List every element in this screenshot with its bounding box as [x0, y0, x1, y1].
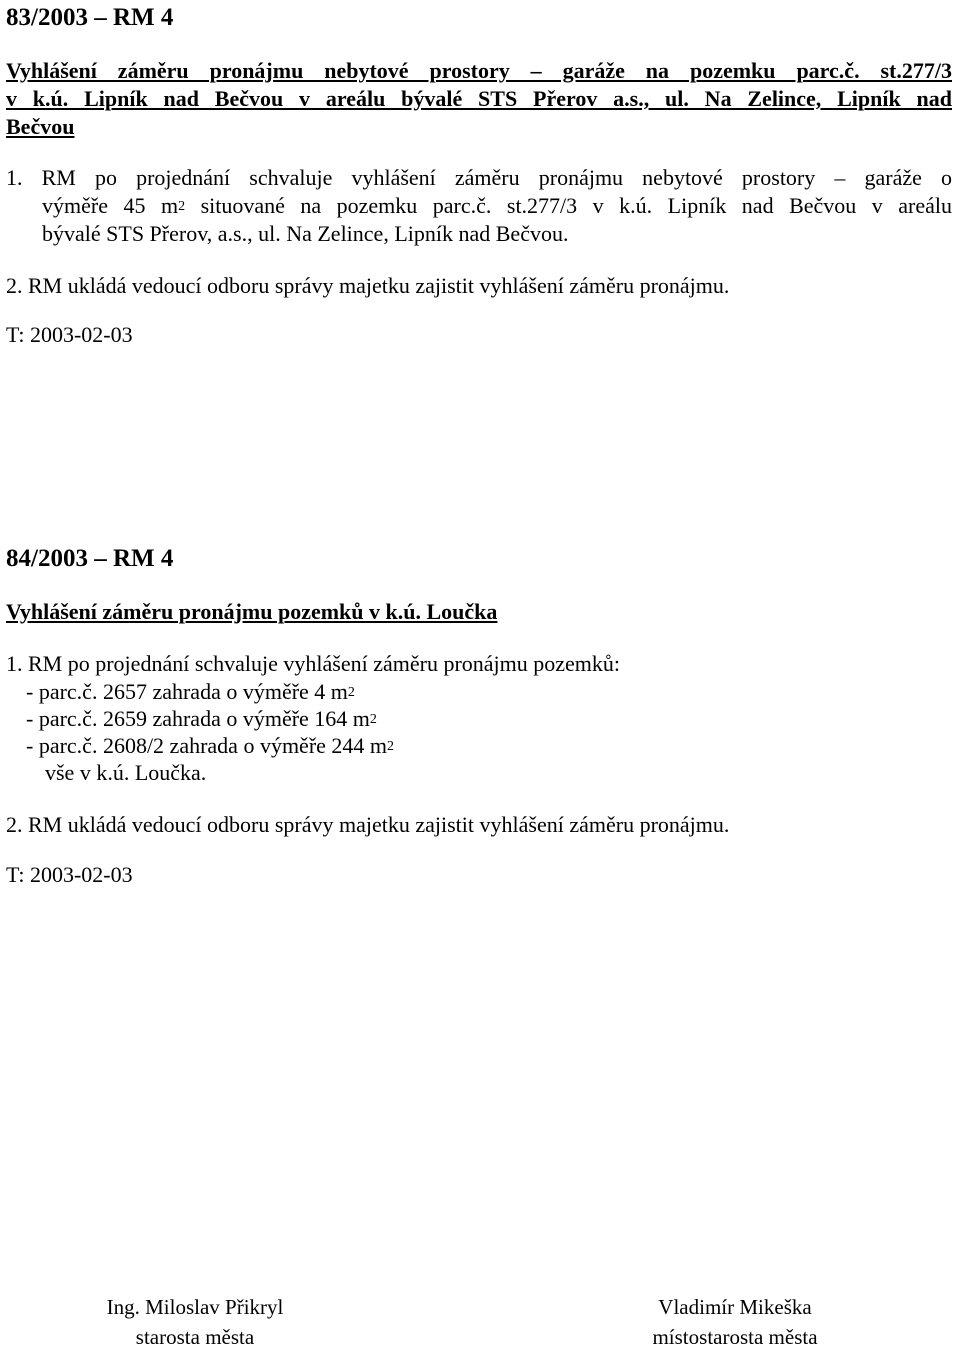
superscript: 2: [178, 199, 186, 214]
item-83-subject-line-3: Bečvou: [6, 114, 75, 139]
item-84-parcel-3: - parc.č. 2608/2 zahrada o výměře 244 $m^2$: [26, 733, 395, 758]
item-84-resolution-2: 2. RM ukládá vedoucí odboru správy majetku zajistit vyhlášení záměru pronájmu.: [6, 812, 730, 837]
item-84-parcel-2: - parc.č. 2659 zahrada o výměře 164 $m^2$: [26, 706, 377, 731]
item-84-parcel-1: - parc.č. 2657 zahrada o výměře 4 $m^2$: [26, 679, 355, 704]
signature-deputy-mayor: [605, 1292, 865, 1352]
item-84-heading: 84/2003 – RM 4: [6, 545, 174, 572]
item-84-resolution-1: 1. RM po projednání schvaluje vyhlášení záměru pronájmu pozemků:: [6, 651, 621, 676]
item-83-subject-line-2: v k.ú. Lipník nad Bečvou v areálu bývalé STS Přerov a.s., ul. Na Zelince, Lipník nad: [6, 86, 952, 111]
signature-mayor-role: starosta města: [135, 1325, 255, 1349]
item-83-resolution-1-line-3: bývalé STS Přerov, a.s., ul. Na Zelince, Lipník nad Bečvou.: [42, 221, 569, 246]
item-83-heading: 83/2003 – RM 4: [6, 4, 174, 31]
superscript: 2: [387, 739, 395, 754]
superscript: 2: [369, 712, 377, 727]
signature-deputy-mayor-role: místostarosta města: [652, 1325, 818, 1349]
item-83-term: T: 2003-02-03: [6, 322, 133, 347]
item-83-resolution-2: 2. RM ukládá vedoucí odboru správy majetku zajistit vyhlášení záměru pronájmu.: [6, 273, 730, 298]
superscript: 2: [347, 685, 355, 700]
signature-mayor-name: Ing. Miloslav Přikryl: [106, 1295, 284, 1319]
item-83-resolution-1-line-2: výměře 45 $m^2$ situované na pozemku parc.č. st.277/3 v k.ú. Lipník nad Bečvou v areálu: [42, 193, 952, 218]
item-83-subject-line-1: Vyhlášení záměru pronájmu nebytové prostory – garáže na pozemku parc.č. st.277/3: [6, 58, 952, 83]
item-84-location: vše v k.ú. Loučka.: [45, 760, 207, 785]
signature-mayor: [60, 1292, 330, 1352]
item-84-subject: Vyhlášení záměru pronájmu pozemků v k.ú. Loučka: [6, 599, 498, 624]
signature-deputy-mayor-name: Vladimír Mikeška: [658, 1295, 812, 1319]
item-83-resolution-1-line-1: 1. RM po projednání schvaluje vyhlášení záměru pronájmu nebytové prostory – garáže o: [6, 165, 952, 190]
item-84-term: T: 2003-02-03: [6, 862, 133, 887]
